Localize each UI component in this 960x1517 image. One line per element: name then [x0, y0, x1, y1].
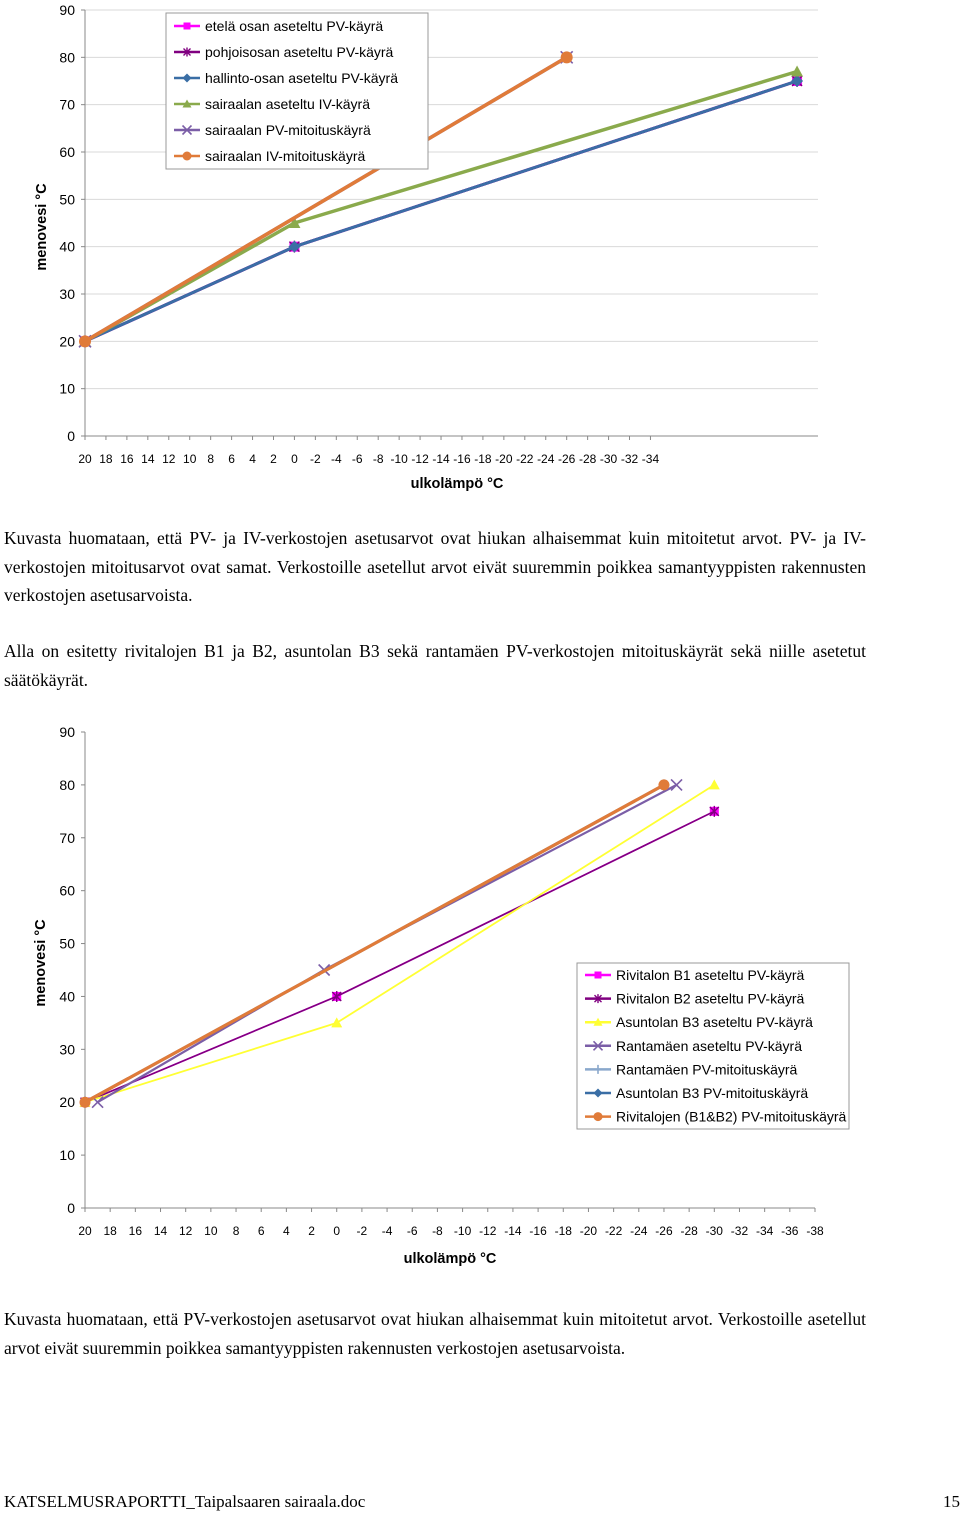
chart1-x-tick-label: 16: [120, 452, 134, 466]
chart2-x-tick-label: -32: [730, 1224, 749, 1238]
chart1-x-tick-label: -24: [537, 452, 555, 466]
chart1-x-tick-label: -26: [558, 452, 576, 466]
chart-2: [0, 718, 960, 1278]
chart2-x-tick-label: -36: [781, 1224, 799, 1238]
chart2-x-tick-label: -38: [806, 1224, 824, 1238]
chart2-x-tick-label: -28: [680, 1224, 698, 1238]
chart2-y-tick-label: 50: [59, 935, 75, 952]
chart2-x-tick-label: -10: [453, 1224, 472, 1238]
chart1-y-tick-label: 60: [59, 144, 75, 160]
chart2-x-tick-label: -12: [479, 1224, 497, 1238]
chart1-x-tick-label: 0: [291, 452, 298, 466]
chart1-legend: [166, 13, 428, 169]
chart2-y-tick-label: 80: [59, 776, 75, 793]
chart2-x-tick-label: -14: [504, 1224, 522, 1238]
chart2-series-7-point: [80, 1097, 91, 1108]
chart2-x-tick-label: -20: [579, 1224, 598, 1238]
chart1-x-tick-label: 18: [99, 452, 113, 466]
chart2-x-tick-label: 0: [333, 1224, 341, 1238]
chart2-x-tick-label: -30: [705, 1224, 723, 1238]
chart1-series-6-point: [561, 51, 573, 63]
chart2-y-tick-label: 40: [59, 988, 75, 1005]
chart1-x-tick-label: -6: [351, 452, 363, 466]
chart2-legend-label: Rantamäen aseteltu PV-käyrä: [616, 1037, 802, 1054]
chart2-x-tick-label: -24: [630, 1224, 648, 1238]
chart1-x-tick-label: -16: [453, 452, 471, 466]
chart2-x-tick-label: 20: [78, 1224, 92, 1238]
chart1-y-tick-label: 30: [59, 286, 75, 302]
chart1-x-tick-label: -2: [310, 452, 321, 466]
chart1-x-tick-label: 10: [183, 452, 197, 466]
chart1-x-tick-label: -34: [641, 452, 660, 466]
chart1-x-tick-label: -22: [516, 452, 534, 466]
chart1-legend-label: sairaalan IV-mitoituskäyrä: [205, 148, 366, 164]
chart1-x-tick-label: -8: [372, 452, 384, 466]
chart1-x-axis-title: ulkolämpö °C: [410, 476, 504, 492]
chart1-y-tick-label: 0: [67, 428, 75, 444]
chart2-legend-label: Rivitalon B1 aseteltu PV-käyrä: [616, 967, 805, 983]
chart1-y-tick-label: 80: [59, 49, 75, 66]
chart2-x-tick-label: -4: [381, 1224, 393, 1238]
chart2-series-7-point: [658, 779, 669, 790]
chart1-legend-label: sairaalan PV-mitoituskäyrä: [205, 122, 371, 138]
chart2-legend-label: Asuntolan B3 aseteltu PV-käyrä: [616, 1014, 813, 1031]
chart2-x-tick-label: -2: [356, 1224, 368, 1238]
chart2-x-tick-label: -6: [406, 1224, 418, 1238]
chart1-legend-marker: [183, 152, 192, 161]
chart1-x-tick-label: -12: [411, 452, 429, 466]
chart2-series-3-point: [709, 779, 720, 789]
chart2-x-tick-label: -26: [655, 1224, 673, 1238]
chart2-x-tick-label: -8: [432, 1224, 443, 1238]
chart1-legend-label: pohjoisosan aseteltu PV-käyrä: [205, 44, 394, 60]
chart2-x-tick-label: 2: [308, 1224, 315, 1238]
chart2-legend-marker: [595, 972, 602, 979]
chart2-x-tick-label: 16: [128, 1224, 143, 1238]
chart2-x-tick-label: 12: [179, 1224, 193, 1238]
paragraph-2: Alla on esitetty rivitalojen B1 ja B2, asuntolan B3 sekä rantamäen PV-verkostojen mitoituskäyrät sekä niille asetetut säätökäyrät.: [4, 641, 866, 690]
footer-filename: KATSELMUSRAPORTTI_Taipalsaaren sairaala.doc: [4, 1492, 366, 1511]
chart1-legend-label: etelä osan aseteltu PV-käyrä: [205, 18, 384, 34]
chart1-y-tick-label: 20: [59, 333, 75, 350]
chart2-x-tick-label: 6: [257, 1224, 265, 1238]
chart2-y-axis-title: menovesi °C: [33, 919, 49, 1007]
chart1-x-tick-label: -4: [330, 452, 342, 466]
chart2-x-tick-label: 10: [204, 1224, 218, 1238]
chart2-y-tick-label: 70: [59, 829, 75, 846]
chart1-y-tick-label: 70: [59, 96, 75, 113]
chart1-x-tick-label: 4: [249, 452, 256, 466]
chart1-y-tick-label: 90: [59, 2, 75, 18]
chart1-y-tick-label: 50: [59, 191, 75, 208]
chart2-x-tick-label: -16: [529, 1224, 547, 1238]
chart1-x-tick-label: -18: [474, 452, 492, 466]
chart2-y-tick-label: 0: [67, 1200, 75, 1216]
chart1-legend-marker: [184, 23, 191, 30]
chart2-x-axis-title: ulkolämpö °C: [403, 1251, 497, 1267]
chart2-x-tick-label: 18: [103, 1224, 117, 1238]
chart1-x-tick-label: 14: [141, 452, 155, 466]
chart1-x-tick-label: -10: [390, 452, 408, 466]
chart2-legend-label: Rantamäen PV-mitoituskäyrä: [616, 1061, 798, 1078]
chart2-y-tick-label: 60: [59, 882, 75, 899]
chart2-series-3-point: [331, 1017, 342, 1027]
chart1-x-tick-label: -30: [599, 452, 618, 466]
chart2-x-tick-label: 8: [232, 1224, 240, 1238]
paragraph-3: Kuvasta huomataan, että PV-verkostojen asetusarvot ovat hiukan alhaisemmat kuin mitoitetut arvot. Verkostoille asetellut arvot eivät suuremmin poikkea samantyyppisten rakennusten verkostojen asetusarvoista.: [4, 1309, 866, 1358]
chart1-x-tick-label: -32: [620, 452, 639, 466]
chart1-legend-label: sairaalan aseteltu IV-käyrä: [205, 96, 370, 112]
chart1-x-tick-label: -14: [432, 452, 450, 466]
chart-1: [0, 0, 960, 500]
chart2-x-tick-label: 14: [153, 1224, 168, 1238]
chart1-y-axis-title: menovesi °C: [34, 183, 50, 271]
chart2-legend-label: Rivitalon B2 aseteltu PV-käyrä: [616, 990, 805, 1007]
chart2-y-tick-label: 90: [59, 724, 75, 740]
chart1-x-tick-label: 2: [270, 452, 277, 466]
chart1-legend-label: hallinto-osan aseteltu PV-käyrä: [205, 70, 398, 86]
page-number: 15: [943, 1492, 960, 1511]
chart2-legend-label: Asuntolan B3 PV-mitoituskäyrä: [616, 1085, 809, 1101]
chart2-series-4-point: [671, 779, 682, 790]
chart2-x-tick-label: -18: [554, 1224, 572, 1238]
chart2-legend-label: Rivitalojen (B1&B2) PV-mitoituskäyrä: [616, 1108, 847, 1125]
chart1-x-tick-label: -20: [495, 452, 513, 466]
chart1-series-6-point: [79, 335, 91, 347]
chart1-x-tick-label: 8: [207, 452, 215, 466]
chart2-x-tick-label: -34: [755, 1224, 774, 1238]
chart2-y-tick-label: 20: [59, 1094, 75, 1111]
chart1-x-tick-label: 6: [228, 452, 235, 466]
paragraph-1: Kuvasta huomataan, että PV- ja IV-verkostojen asetusarvot ovat hiukan alhaisemmat kuin mitoitetut arvot. PV- ja IV-verkostojen mitoitusarvot ovat samat. Verkostoille asetellut arvot eivät suuremmin poikkea samantyyppisten rakennusten verkostojen asetusarvoista.: [4, 528, 866, 605]
chart1-x-tick-label: -28: [578, 452, 597, 466]
chart2-y-tick-label: 30: [59, 1041, 75, 1058]
chart1-x-tick-label: 12: [162, 452, 176, 466]
chart2-x-tick-label: -22: [604, 1224, 623, 1238]
chart2-y-tick-label: 10: [59, 1147, 75, 1164]
chart1-y-tick-label: 40: [59, 238, 75, 255]
chart1-x-tick-label: 20: [78, 452, 92, 466]
chart1-y-tick-label: 10: [59, 380, 75, 397]
chart2-x-tick-label: 4: [283, 1224, 290, 1238]
chart2-legend-marker: [594, 1112, 603, 1121]
